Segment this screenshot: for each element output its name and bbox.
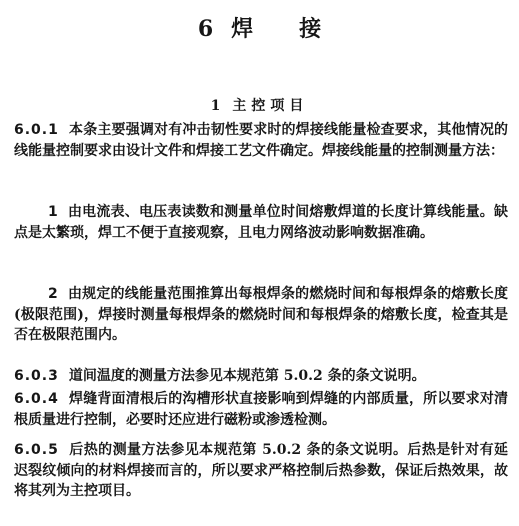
chapter-title-char-1: 焊 (231, 16, 254, 42)
chapter-title (0, 12, 519, 43)
method-item-2 (14, 284, 508, 346)
clause-text: 后热的测量方法参见本规范第 5.0.2 条的条文说明。后热是针对有延迟裂纹倾向的材料焊接而言的，所以要求严格控制后热参数，保证后热效果，故将其列为主控项目。 (14, 442, 508, 499)
clause-number: 6.0.5 (14, 442, 59, 458)
clause-6-0-3 (14, 366, 508, 387)
section-number: 1 (210, 98, 221, 114)
clause-6-0-5 (14, 440, 508, 502)
section-name: 主控项目 (232, 98, 309, 114)
clause-text: 道间温度的测量方法参见本规范第 5.0.2 条的条文说明。 (68, 368, 426, 384)
item-text: 由规定的线能量范围推算出每根焊条的燃烧时间和每根焊条的熔敷长度(极限范围)，焊接时测量每根焊条的燃烧时间和每根焊条的熔敷长度，检查其是否在极限范围内。 (14, 286, 508, 343)
clause-text: 焊缝背面清根后的沟槽形状直接影响到焊缝的内部质量，所以要求对清根质量进行控制，必要时还应进行磁粉或渗透检测。 (14, 391, 508, 428)
clause-6-0-4 (14, 389, 508, 430)
clause-text: 本条主要强调对有冲击韧性要求时的焊接线能量检查要求，其他情况的线能量控制要求由设计文件和焊接工艺文件确定。焊接线能量的控制测量方法： (14, 122, 508, 159)
chapter-number: 6 (197, 16, 214, 42)
clause-6-0-1 (14, 120, 508, 161)
clause-number: 6.0.3 (14, 368, 59, 384)
section-title (0, 95, 519, 115)
item-number: 2 (48, 286, 58, 302)
item-text: 由电流表、电压表读数和测量单位时间熔敷焊道的长度计算线能量。缺点是太繁琐，焊工不便于直接观察，且电力网络波动影响数据准确。 (14, 204, 508, 241)
chapter-title-char-2: 接 (299, 16, 322, 42)
item-number: 1 (48, 204, 58, 220)
clause-number: 6.0.4 (14, 391, 59, 407)
method-item-1 (14, 202, 508, 243)
clause-number: 6.0.1 (14, 122, 59, 138)
